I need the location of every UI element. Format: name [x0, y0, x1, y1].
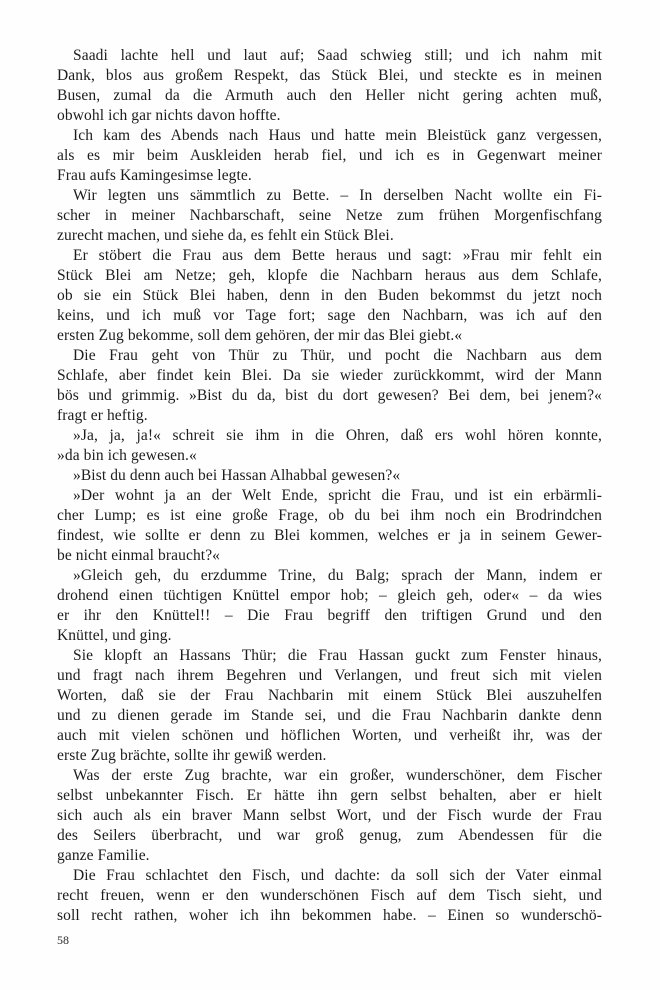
paragraph — [57, 646, 602, 766]
text-line: Worten, daß sie der Frau Nachbarin mit einem Stück Blei auszuhelfen — [57, 687, 602, 704]
text-line: Frau aufs Kamingesimse legte. — [57, 167, 252, 184]
text-line: zurecht machen, und siehe da, es fehlt ein Stück Blei. — [57, 227, 394, 244]
text-line: Schlafe, aber findet kein Blei. Da sie wieder zurückkommt, wird der Mann — [57, 367, 602, 384]
paragraph — [57, 346, 602, 426]
text-line: ob sie ein Stück Blei haben, denn in den Buden bekommst du jetzt noch — [57, 287, 602, 304]
text-line: ersten Zug bekomme, soll dem gehören, der mir das Blei giebt.« — [57, 327, 463, 344]
text-line: cher Lump; es ist eine große Frage, ob du bei ihm noch ein Brodrindchen — [57, 507, 602, 524]
text-line: »Gleich geh, du erzdumme Trine, du Balg; sprach der Mann, indem er — [73, 567, 602, 584]
text-line: er ihr den Knüttel!! – Die Frau begriff den triftigen Grund und den — [57, 607, 602, 624]
text-line: und fragt nach ihrem Begehren und Verlangen, und freut sich mit vielen — [57, 667, 602, 684]
text-line: erste Zug brächte, sollte ihr gewiß werden. — [57, 747, 327, 764]
paragraph — [57, 126, 602, 186]
text-line: soll recht rathen, woher ich ihn bekommen habe. – Einen so wunderschö- — [57, 907, 602, 924]
paragraph — [57, 186, 602, 246]
text-line: bös und grimmig. »Bist du da, bist du dort gewesen? Bei dem, bei jenem?« — [57, 387, 602, 404]
text-line: auch mit vielen schönen und höflichen Worten, und verheißt ihr, was der — [57, 727, 602, 744]
text-block — [57, 46, 602, 926]
text-line: Dank, blos aus großem Respekt, das Stück Blei, und steckte es in meinen — [57, 67, 602, 84]
text-line: selbst unbekannter Fisch. Er hätte ihn gern selbst behalten, aber er hielt — [57, 787, 602, 804]
paragraph — [57, 46, 602, 126]
text-line: scher in meiner Nachbarschaft, seine Netze zum frühen Morgenfischfang — [57, 207, 602, 224]
text-line: recht freuen, wenn er den wunderschönen Fisch auf dem Tisch sieht, und — [57, 887, 602, 904]
paragraph — [57, 486, 602, 566]
text-line: Die Frau schlachtet den Fisch, und dachte: da soll sich der Vater einmal — [73, 867, 602, 884]
paragraph — [57, 866, 602, 926]
paragraph — [57, 246, 602, 346]
text-line: Die Frau geht von Thür zu Thür, und pocht die Nachbarn aus dem — [73, 347, 602, 364]
text-line: Er stöbert die Frau aus dem Bette heraus und sagt: »Frau mir fehlt ein — [73, 247, 602, 264]
text-line: Was der erste Zug brachte, war ein großer, wunderschöner, dem Fischer — [73, 767, 602, 784]
text-line: keins, und ich muß vor Tage fort; sage den Nachbarn, was ich auf den — [57, 307, 602, 324]
text-line: »Ja, ja, ja!« schreit sie ihm in die Ohren, daß ers wohl hören konnte, — [73, 427, 602, 444]
text-line: als es mir beim Auskleiden herab fiel, und ich es in Gegenwart meiner — [57, 147, 602, 164]
text-line: be nicht einmal braucht?« — [57, 547, 221, 564]
text-line: Wir legten uns sämmtlich zu Bette. – In derselben Nacht wollte ein Fi- — [73, 187, 602, 204]
text-line: obwohl ich gar nichts davon hoffte. — [57, 107, 281, 124]
text-line: »Bist du denn auch bei Hassan Alhabbal gewesen?« — [73, 467, 401, 484]
text-line: des Seilers überbracht, und war groß genug, zum Abendessen für die — [57, 827, 602, 844]
text-line: Sie klopft an Hassans Thür; die Frau Hassan guckt zum Fenster hinaus, — [73, 647, 602, 664]
text-line: Saadi lachte hell und laut auf; Saad schwieg still; und ich nahm mit — [73, 47, 602, 64]
text-line: fragt er heftig. — [57, 407, 148, 424]
page-number: 58 — [57, 933, 69, 947]
text-line: »Der wohnt ja an der Welt Ende, spricht die Frau, und ist ein erbärmli- — [73, 487, 602, 504]
paragraph — [57, 426, 602, 466]
text-line: Ich kam des Abends nach Haus und hatte mein Bleistück ganz vergessen, — [73, 127, 602, 144]
paragraph — [57, 766, 602, 866]
page-footer — [57, 933, 602, 947]
text-line: und zu dienen gerade im Stande sei, und die Frau Nachbarin dankte denn — [57, 707, 602, 724]
text-line: »da bin ich gewesen.« — [57, 447, 197, 464]
text-line: Stück Blei am Netze; geh, klopfe die Nachbarn heraus aus dem Schlafe, — [57, 267, 602, 284]
text-line: sich auch als ein braver Mann selbst Wort, und der Fisch wurde der Frau — [57, 807, 602, 824]
paragraph — [57, 566, 602, 646]
text-line: ganze Familie. — [57, 847, 150, 864]
text-line: findest, wie sollte er denn zu Blei kommen, welches er ja in seinem Gewer- — [57, 527, 602, 544]
text-line: Busen, zumal da die Armuth auch den Heller nicht gering achten muß, — [57, 87, 602, 104]
text-line: Knüttel, und ging. — [57, 627, 172, 644]
text-line: drohend einen tüchtigen Knüttel empor hob; – gleich geh, oder« – da wies — [57, 587, 602, 604]
paragraph — [57, 466, 602, 486]
